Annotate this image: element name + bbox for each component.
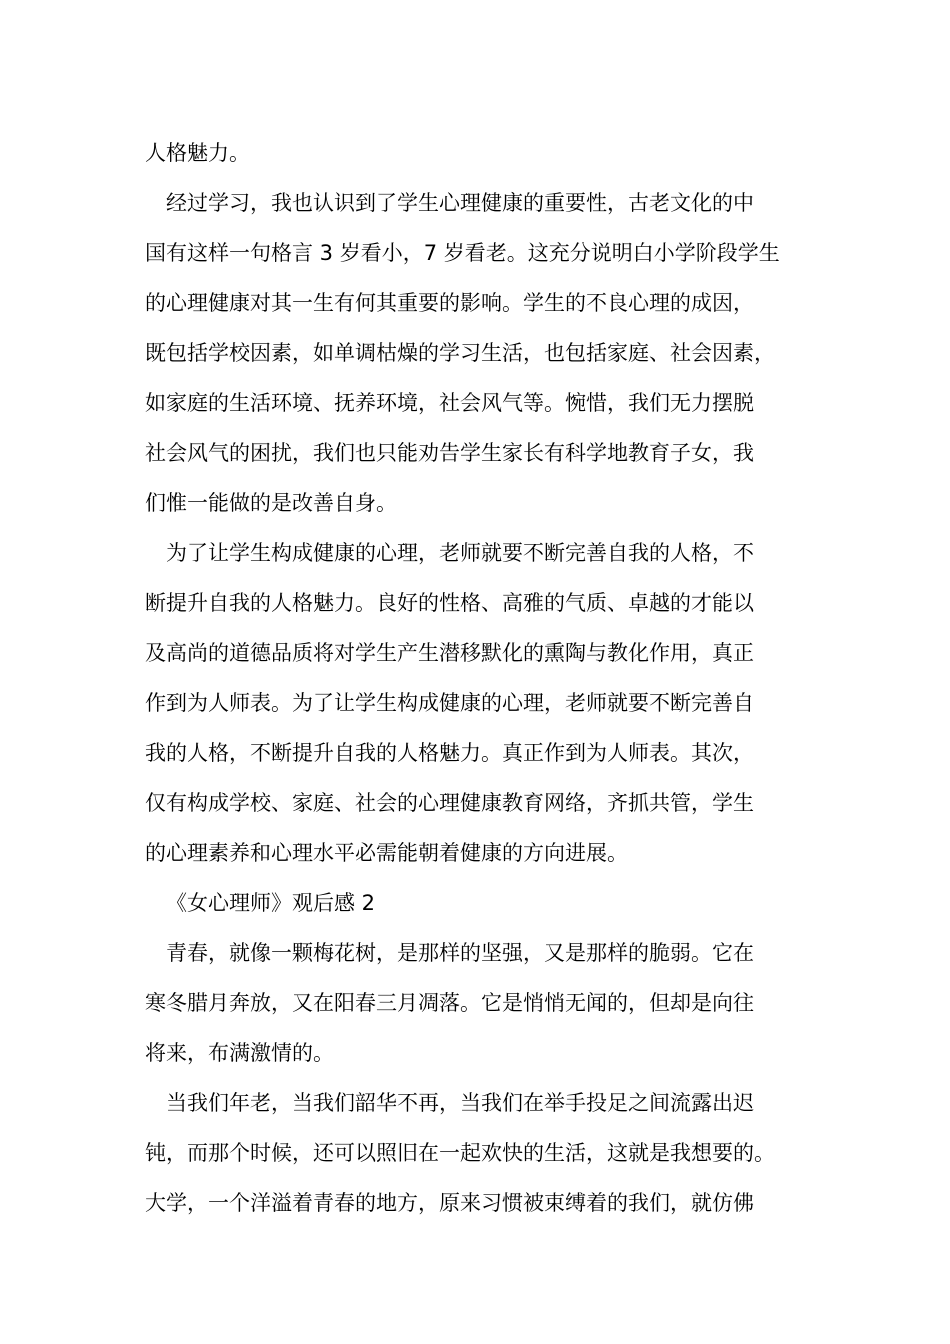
text-line: 钝，而那个时候，还可以照旧在一起欢快的生活，这就是我想要的。 bbox=[145, 1141, 775, 1165]
text-line: 仅有构成学校、家庭、社会的心理健康教育网络，齐抓共管，学生 bbox=[145, 791, 754, 815]
text-line: 作到为人师表。为了让学生构成健康的心理，老师就要不断完善自 bbox=[145, 691, 754, 715]
text-line: 的心理健康对其一生有何其重要的影响。学生的不良心理的成因， bbox=[145, 291, 754, 315]
text-line: 如家庭的生活环境、抚养环境，社会风气等。惋惜，我们无力摆脱 bbox=[145, 391, 754, 415]
text-line: 人格魅力。 bbox=[145, 141, 250, 165]
text-line: 的心理素养和心理水平必需能朝着健康的方向进展。 bbox=[145, 841, 628, 865]
text-line: 为了让学生构成健康的心理，老师就要不断完善自我的人格，不 bbox=[166, 541, 754, 565]
text-line: 经过学习，我也认识到了学生心理健康的重要性，古老文化的中 bbox=[166, 191, 754, 215]
text-line: 社会风气的困扰，我们也只能劝告学生家长有科学地教育子女，我 bbox=[145, 441, 754, 465]
document-body bbox=[145, 128, 825, 1228]
text-line: 们惟一能做的是改善自身。 bbox=[145, 491, 397, 515]
text-line: 寒冬腊月奔放，又在阳春三月凋落。它是悄悄无闻的，但却是向往 bbox=[145, 991, 754, 1015]
text-line: 大学，一个洋溢着青春的地方，原来习惯被束缚着的我们，就仿佛 bbox=[145, 1191, 754, 1215]
text-line: 断提升自我的人格魅力。良好的性格、高雅的气质、卓越的才能以 bbox=[145, 591, 754, 615]
text-line: 及高尚的道德品质将对学生产生潜移默化的熏陶与教化作用，真正 bbox=[145, 641, 754, 665]
text-line: 青春，就像一颗梅花树，是那样的坚强，又是那样的脆弱。它在 bbox=[166, 941, 754, 965]
text-line: 国有这样一句格言 3 岁看小，7 岁看老。这充分说明白小学阶段学生 bbox=[145, 241, 780, 265]
section-heading: 《女心理师》观后感 2 bbox=[166, 891, 376, 915]
text-line: 当我们年老，当我们韶华不再，当我们在举手投足之间流露出迟 bbox=[166, 1091, 754, 1115]
text-line: 我的人格，不断提升自我的人格魅力。真正作到为人师表。其次， bbox=[145, 741, 754, 765]
text-line: 将来，布满激情的。 bbox=[145, 1041, 334, 1065]
text-line: 既包括学校因素，如单调枯燥的学习生活，也包括家庭、社会因素， bbox=[145, 341, 775, 365]
